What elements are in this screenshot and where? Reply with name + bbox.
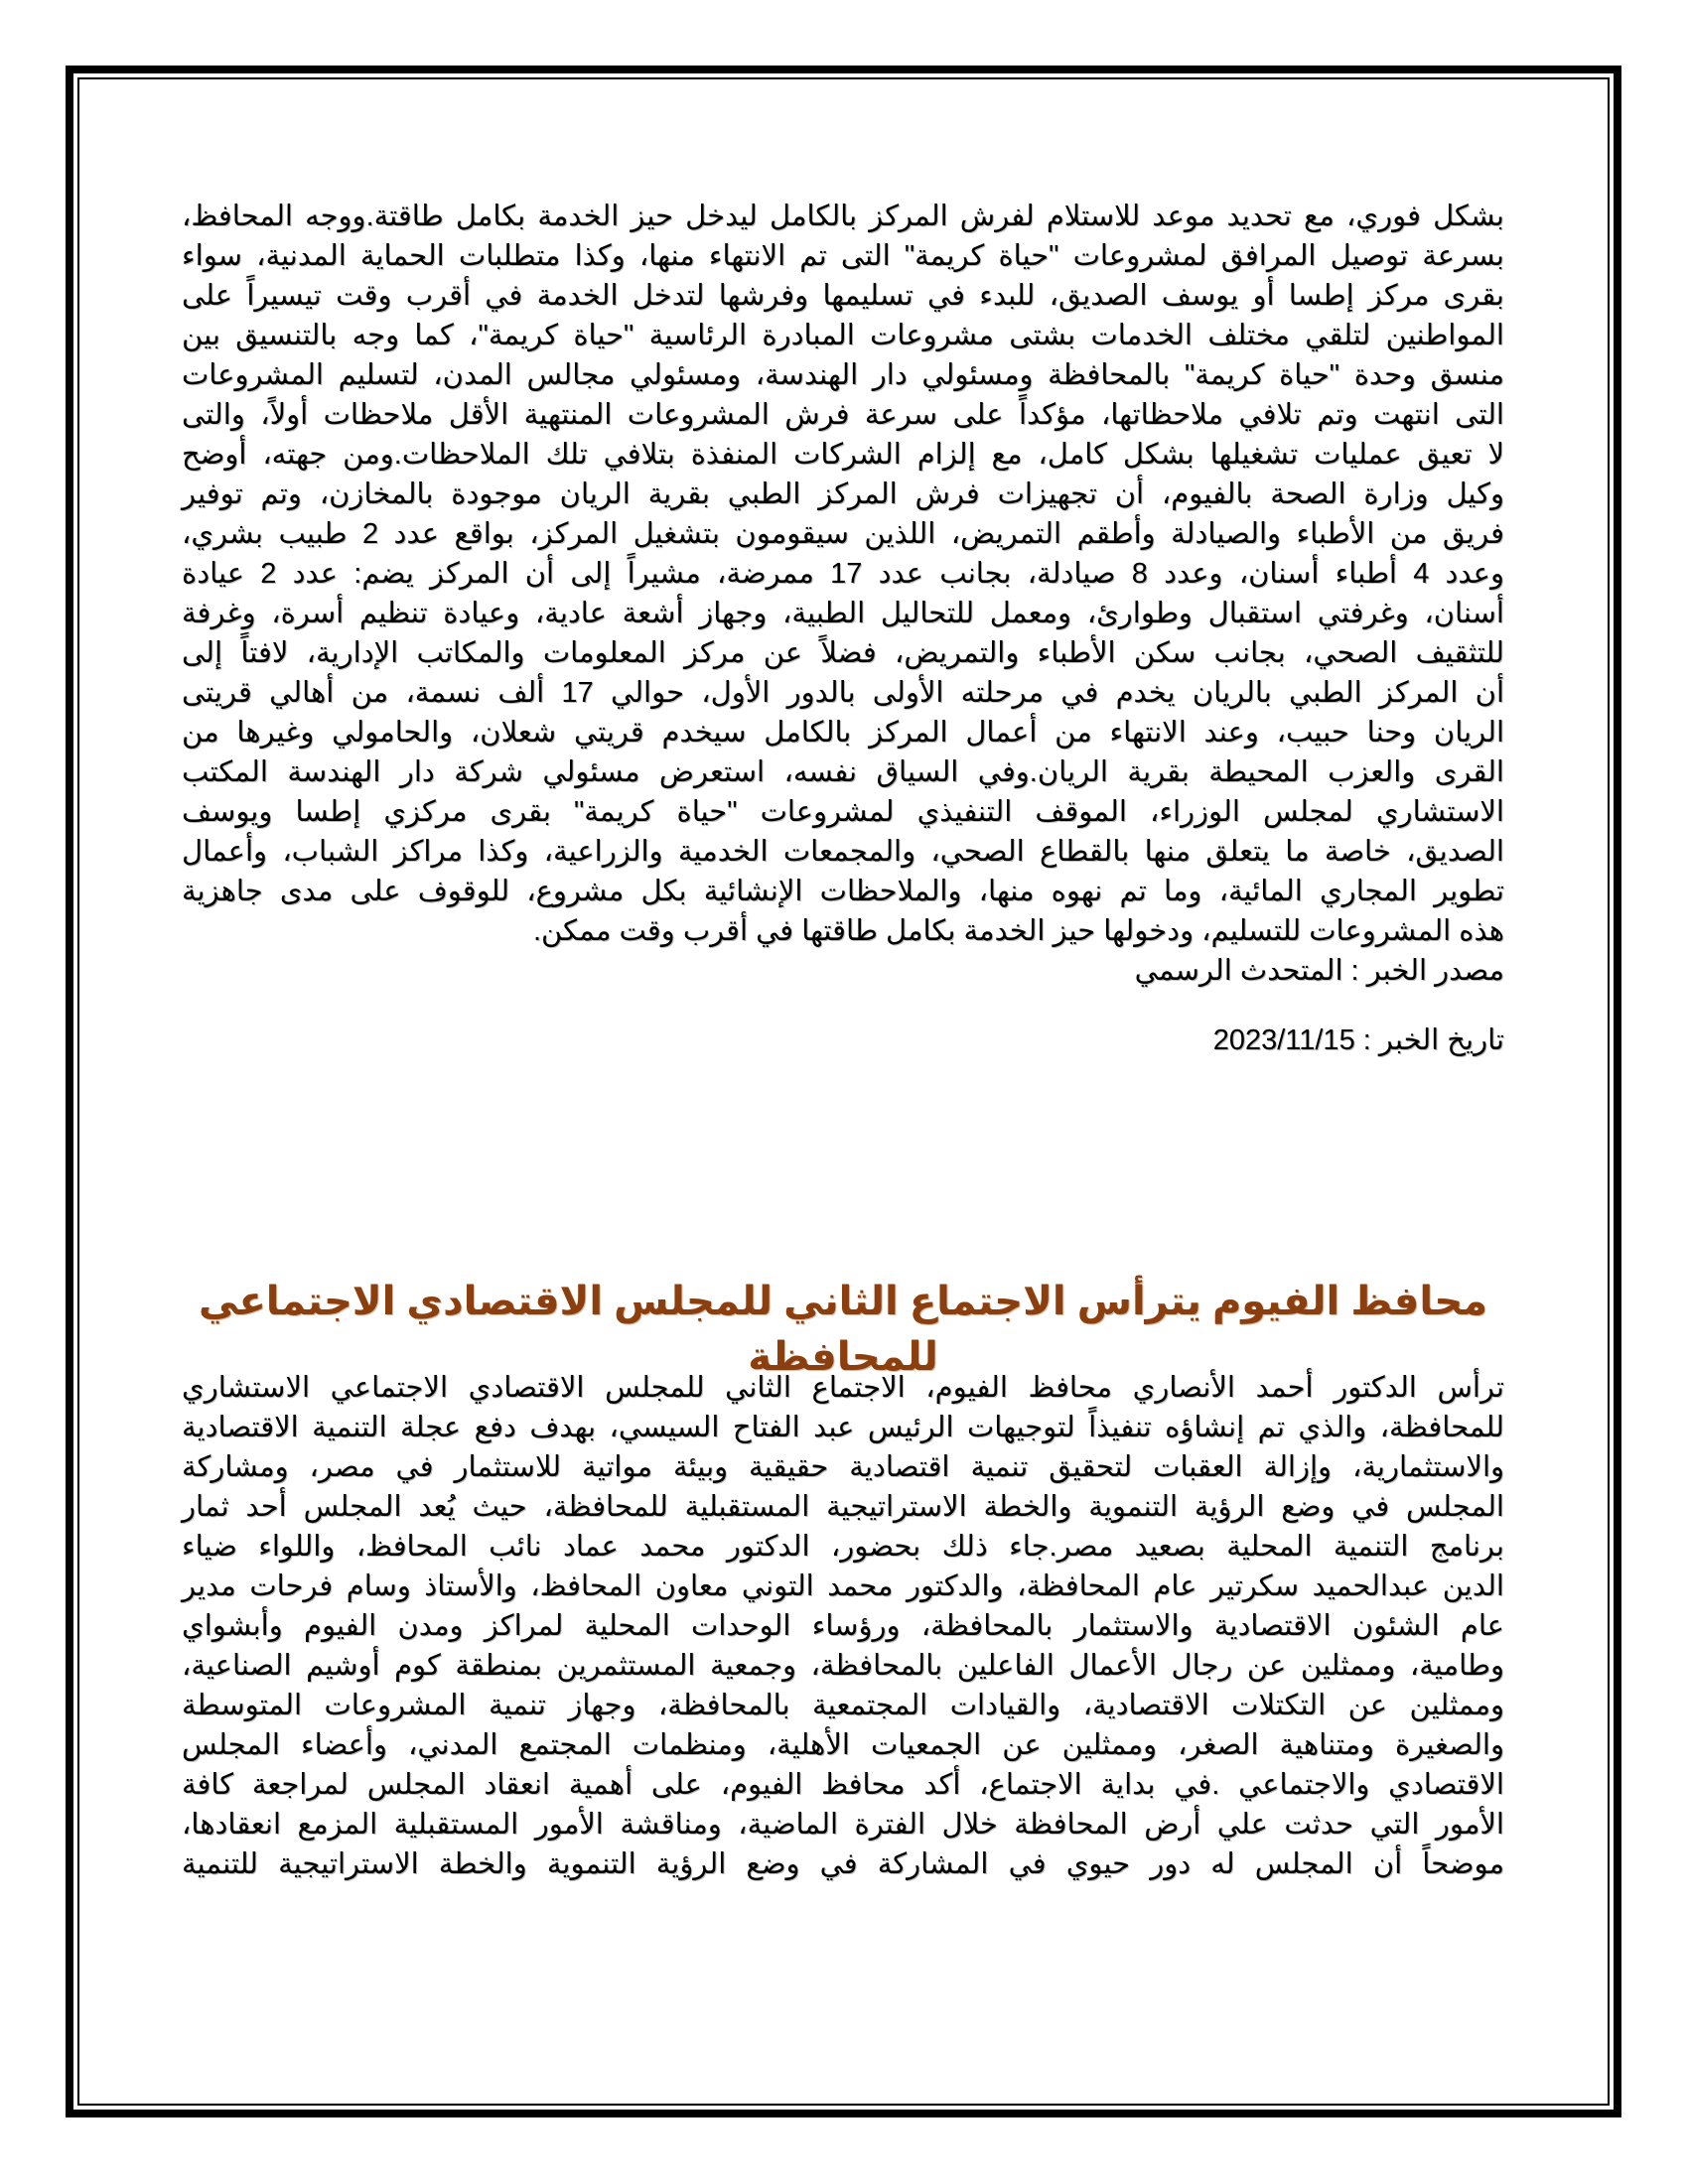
paragraph-line: الصديق، خاصة ما يتعلق منها بالقطاع الصحي، والمجمعات الخدمية والزراعية، وكذا مراكز الشباب، وأعمال xyxy=(182,836,1504,868)
paragraph-line: الاستشاري لمجلس الوزراء، الموقف التنفيذي لمشروعات "حياة كريمة" بقرى مركزي إطسا ويوسف xyxy=(182,796,1504,828)
paragraph-line: أسنان، وغرفتي استقبال وطوارئ، ومعمل للتحاليل الطبية، وجهاز أشعة عادية، وعيادة تنظيم أسرة، وغرفة xyxy=(182,598,1504,629)
paragraph-line: الدين عبدالحميد سكرتير عام المحافظة، والدكتور محمد التوني معاون المحافظ، والأستاذ وسام فرحات مدير xyxy=(182,1570,1504,1602)
article-2-body xyxy=(182,1368,1504,1884)
paragraph-line: برنامج التنمية المحلية بصعيد مصر.جاء ذلك بحضور، الدكتور محمد عماد نائب المحافظ، واللواء ضياء xyxy=(182,1531,1504,1563)
paragraph-line: المواطنين لتلقي مختلف الخدمات بشتى مشروعات المبادرة الرئاسية "حياة كريمة"، كما وجه بالتنسيق بين xyxy=(182,320,1504,351)
paragraph-line: القرى والعزب المحيطة بقرية الريان.وفي السياق نفسه، استعرض مسئولي شركة دار الهندسة المكتب xyxy=(182,756,1504,788)
paragraph-line: فريق من الأطباء والصيادلة وأطقم التمريض، اللذين سيقومون بتشغيل المركز، بواقع عدد 2 طبيب بشري، xyxy=(182,518,1504,550)
paragraph-line: بسرعة توصيل المرافق لمشروعات "حياة كريمة" التى تم الانتهاء منها، وكذا متطلبات الحماية المدنية، سواء xyxy=(182,240,1504,272)
article-1 xyxy=(182,197,1504,1060)
paragraph-line: عام الشئون الاقتصادية والاستثمار بالمحافظة، ورؤساء الوحدات المحلية لمراكز ومدن الفيوم وأبشواي xyxy=(182,1610,1504,1642)
news-date: تاريخ الخبر : 2023/11/15 xyxy=(1212,1024,1504,1056)
paragraph-line: هذه المشروعات للتسليم، ودخولها حيز الخدمة بكامل طاقتها في أقرب وقت ممكن. xyxy=(532,915,1504,947)
paragraph-line: والصغيرة ومتناهية الصغر، وممثلين عن الجمعيات الأهلية، ومنظمات المجتمع المدني، وأعضاء المجلس xyxy=(182,1729,1504,1761)
news-source: مصدر الخبر : المتحدث الرسمي xyxy=(1134,955,1504,987)
paragraph-line: التى انتهت وتم تلافي ملاحظاتها، مؤكداً على سرعة فرش المشروعات المنتهية الأقل ملاحظات أولاً، والتى xyxy=(182,399,1504,431)
paragraph-line: بقرى مركز إطسا أو يوسف الصديق، للبدء في تسليمها وفرشها لتدخل الخدمة في أقرب وقت تيسيراً على xyxy=(182,280,1504,312)
paragraph-line: وعدد 4 أطباء أسنان، وعدد 8 صيادلة، بجانب عدد 17 ممرضة، مشيراً إلى أن المركز يضم: عدد 2 عيادة xyxy=(182,558,1504,590)
article-1-body xyxy=(182,197,1504,951)
paragraph-line: الاقتصادي والاجتماعي .في بداية الاجتماع، أكد محافظ الفيوم، على أهمية انعقاد المجلس لمراجعة كافة xyxy=(182,1769,1504,1801)
article-2 xyxy=(182,1368,1504,1884)
paragraph-line: منسق وحدة "حياة كريمة" بالمحافظة ومسئولي دار الهندسة، ومسئولي مجالس المدن، لتسليم المشروعات xyxy=(182,359,1504,391)
paragraph-line: ترأس الدكتور أحمد الأنصاري محافظ الفيوم، الاجتماع الثاني للمجلس الاقتصادي الاجتماعي الاستشاري xyxy=(182,1372,1504,1404)
article-2-headline: محافظ الفيوم يترأس الاجتماع الثاني للمجلس الاقتصادي الاجتماعي للمحافظة xyxy=(199,1280,1487,1380)
paragraph-line: موضحاً أن المجلس له دور حيوي في المشاركة في وضع الرؤية التنموية والخطة الاستراتيجية للتنمية xyxy=(182,1848,1504,1880)
paragraph-line: وطامية، وممثلين عن رجال الأعمال الفاعلين بالمحافظة، وجمعية المستثمرين بمنطقة كوم أوشيم الصناعية، xyxy=(182,1650,1504,1682)
paragraph-line: والاستثمارية، وإزالة العقبات لتحقيق تنمية اقتصادية حقيقية وبيئة مواتية للاستثمار في مصر، ومشاركة xyxy=(182,1451,1504,1483)
paragraph-line: للتثقيف الصحي، بجانب سكن الأطباء والتمريض، فضلاً عن مركز المعلومات والمكاتب الإدارية، لافتاً إلى xyxy=(182,637,1504,669)
paragraph-line: بشكل فوري، مع تحديد موعد للاستلام لفرش المركز بالكامل ليدخل حيز الخدمة بكامل طاقتة.ووجه المحافظ، xyxy=(182,201,1504,232)
paragraph-line: وممثلين عن التكتلات الاقتصادية، والقيادات المجتمعية بالمحافظة، وجهاز تنمية المشروعات المتوسطة xyxy=(182,1690,1504,1721)
paragraph-line: تطوير المجاري المائية، وما تم نهوه منها، والملاحظات الإنشائية بكل مشروع، للوقوف على مدى جاهزية xyxy=(182,876,1504,907)
paragraph-line: لا تعيق عمليات تشغيلها بشكل كامل، مع إلزام الشركات المنفذة بتلافي تلك الملاحظات.ومن جهته، أوضح xyxy=(182,439,1504,471)
paragraph-line: الريان وحنا حبيب، وعند الانتهاء من أعمال المركز بالكامل سيخدم قريتي شعلان، والحامولي وغيرها من xyxy=(182,717,1504,749)
paragraph-line: وكيل وزارة الصحة بالفيوم، أن تجهيزات فرش المركز الطبي بقرية الريان موجودة بالمخازن، وتم توفير xyxy=(182,478,1504,510)
paragraph-line: أن المركز الطبي بالريان يخدم في مرحلته الأولى بالدور الأول، حوالي 17 ألف نسمة، من أهالي قريتى xyxy=(182,677,1504,709)
paragraph-line: المجلس في وضع الرؤية التنموية والخطة الاستراتيجية المستقبلية للمحافظة، حيث يُعد المجلس أحد ثمار xyxy=(182,1491,1504,1523)
paragraph-line: الأمور التي حدثت علي أرض المحافظة خلال الفترة الماضية، ومناقشة الأمور المستقبلية المزمع انعقادها، xyxy=(182,1809,1504,1841)
paragraph-line: للمحافظة، والذي تم إنشاؤه تنفيذاً لتوجيهات الرئيس عبد الفتاح السيسي، بهدف دفع عجلة التنمية الاقتصادية xyxy=(182,1412,1504,1443)
